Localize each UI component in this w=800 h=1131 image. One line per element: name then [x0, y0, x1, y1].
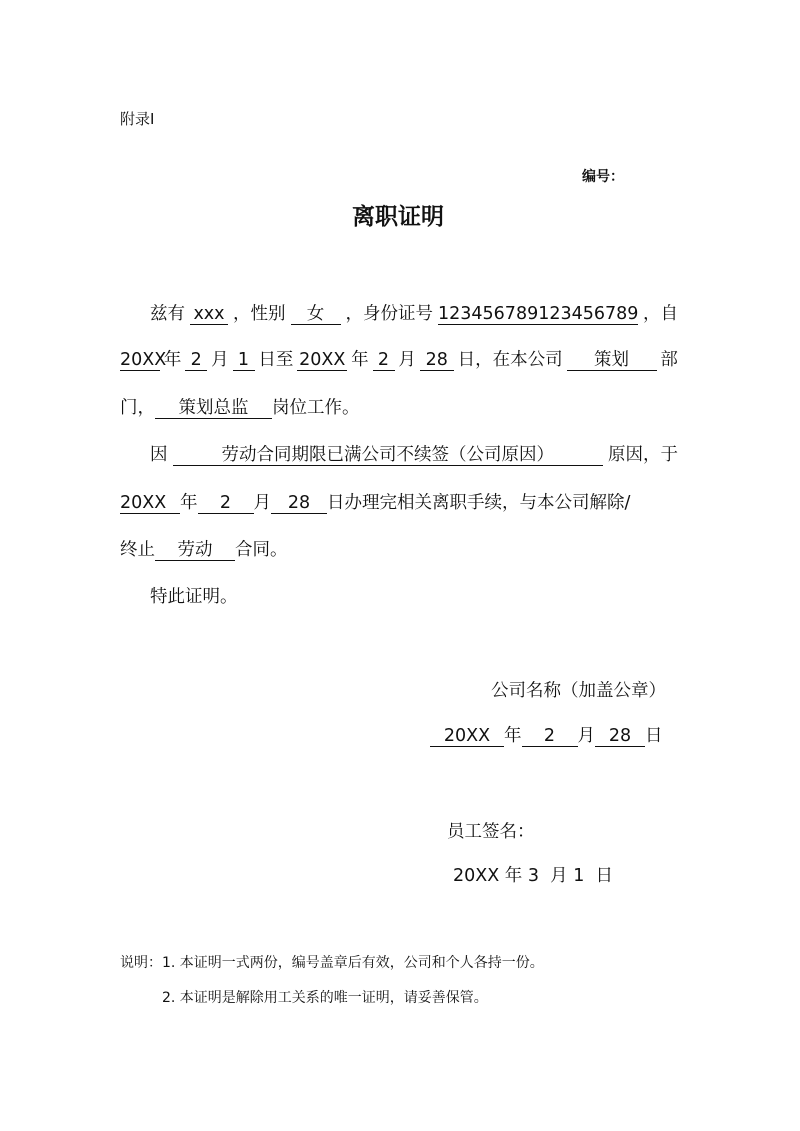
notes-label: 说明： — [120, 955, 162, 971]
text: ，自 — [643, 304, 678, 324]
company-date — [430, 722, 678, 747]
text: ，身份证号 — [345, 304, 433, 324]
company-date-month: 2 — [522, 726, 578, 747]
text: 部 — [660, 350, 678, 370]
text: 因 — [150, 445, 168, 465]
text: 门， — [120, 398, 155, 418]
start-year-field: 20XX — [120, 350, 167, 370]
text: ，性别 — [233, 304, 286, 324]
text: 兹有 — [150, 304, 185, 324]
company-name-seal: 公司名称（加盖公章） — [491, 681, 666, 701]
text: 岗位工作。 — [272, 398, 360, 418]
note-1: 1. 本证明一式两份，编号盖章后有效，公司和个人各持一份。 — [162, 955, 544, 971]
text: 月 — [398, 350, 416, 370]
text: 年 — [163, 350, 182, 370]
paragraph-line-4 — [150, 441, 678, 466]
employee-signature-label: 员工签名： — [447, 822, 535, 842]
paragraph-line-6 — [120, 536, 678, 561]
reason-field: 劳动合同期限已满公司不续签（公司原因） — [173, 445, 603, 466]
leave-year-field: 20XX — [120, 493, 180, 514]
paragraph-line-5 — [120, 489, 678, 514]
gender-field: 女 — [291, 304, 341, 325]
number-label: 编号： — [582, 169, 624, 185]
note-2: 2. 本证明是解除用工关系的唯一证明，请妥善保管。 — [162, 990, 488, 1006]
text: 原因，于 — [608, 445, 678, 465]
name-field: xxx — [190, 304, 228, 325]
text: 日至 — [258, 350, 294, 370]
leave-month-field: 2 — [198, 493, 254, 514]
leave-day-field: 28 — [271, 493, 327, 514]
start-month-field: 2 — [185, 350, 207, 371]
company-date-day: 28 — [595, 726, 645, 747]
text: 终止 — [120, 540, 155, 560]
contract-type-field: 劳动 — [155, 540, 235, 561]
text: 年 — [351, 350, 369, 370]
text: 月 — [577, 726, 595, 746]
start-day-field: 1 — [233, 350, 255, 371]
appendix-label: 附录Ⅰ — [120, 110, 155, 128]
text: 合同。 — [235, 540, 288, 560]
text: 年 — [504, 726, 522, 746]
id-field: 123456789123456789 — [438, 304, 639, 324]
position-field: 策划总监 — [155, 398, 272, 419]
department-field: 策划 — [567, 350, 657, 371]
text: 月 — [211, 350, 229, 370]
certification-statement: 特此证明。 — [150, 587, 238, 607]
employee-date: 20XX 年 3 月 1 日 — [453, 866, 613, 886]
text: 月 — [253, 493, 271, 513]
paragraph-line-3 — [120, 394, 678, 419]
text: 年 — [180, 493, 198, 513]
text: 日 — [645, 726, 663, 746]
end-year-field: 20XX — [299, 350, 346, 370]
paragraph-line-1 — [150, 300, 678, 325]
end-month-field: 2 — [373, 350, 395, 371]
paragraph-line-2 — [120, 346, 678, 371]
company-date-year: 20XX — [430, 726, 504, 747]
end-day-field: 28 — [420, 350, 454, 371]
text: 日，在本公司 — [457, 350, 563, 370]
document-title: 离职证明 — [352, 204, 444, 230]
text: 日办理完相关离职手续，与本公司解除/ — [327, 493, 631, 513]
